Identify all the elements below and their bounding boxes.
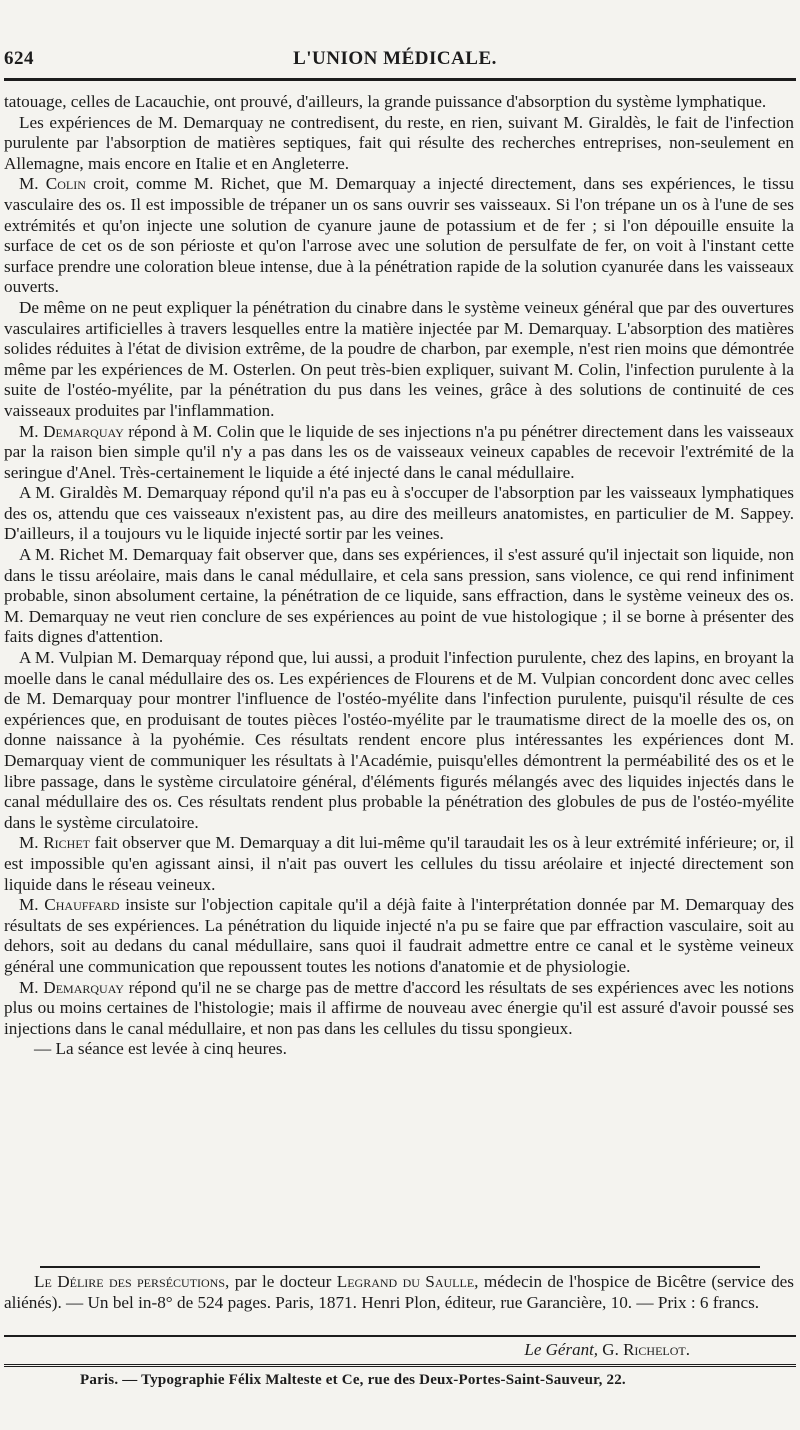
- speaker-name: M. Demarquay: [19, 977, 124, 997]
- speaker-name: M. Chauffard: [19, 895, 120, 915]
- book-notice: [4, 1272, 794, 1313]
- signature-name: G. Richelot.: [598, 1340, 690, 1359]
- paragraph-11: [4, 978, 794, 1040]
- speaker-name: M. Colin: [19, 174, 86, 194]
- paragraph-6: [4, 483, 794, 545]
- speaker-name: M. Demarquay: [19, 421, 124, 441]
- paragraph-text: tatouage, celles de Lacauchie, ont prouvé, d'ailleurs, la grande puissance d'absorption du système lymphatique.: [4, 92, 767, 111]
- article-body: [4, 92, 794, 1060]
- paragraph-text: répond qu'il ne se charge pas de mettre d'accord les résultats de ses expériences avec les notions plus ou moins certaines de l'histologie; mais il affirme de nouveau avec énergie qu'il est assuré d'avoir poussé ses injections dans le canal médullaire, et non pas dans les cellules du tissu spongieux.: [4, 977, 794, 1038]
- paragraph-9: [4, 833, 794, 895]
- book-title: Le Délire des persécutions: [34, 1272, 226, 1291]
- paragraph-7: [4, 545, 794, 648]
- book-details: , médecin de l'hospice de Bicêtre (service des aliénés). — Un bel in-8° de 524 pages. Paris, 1871. Henri Plon, éditeur, rue Garancière, 10. — Prix : 6 francs.: [4, 1272, 794, 1312]
- adjournment-line: — La séance est levée à cinq heures.: [34, 1039, 287, 1059]
- signature-label: Le Gérant,: [524, 1340, 599, 1359]
- book-by: , par le docteur: [225, 1272, 337, 1291]
- paragraph-10: [4, 895, 794, 977]
- page-number: 624: [4, 48, 34, 69]
- paragraph-text: insiste sur l'objection capitale qu'il a déjà faite à l'interprétation donnée par M. Demarquay des résultats de ses expériences. La pénétration du liquide injecté n'a pu se faire que par effraction vasculaire, soit au dehors, soit au dedans du canal médullaire, sans quoi il faudrait admettre entre ce canal et le système veineux général une communication que repoussent toutes les notions d'anatomie et de physiologie.: [4, 895, 794, 976]
- book-notice-text: [4, 1272, 794, 1313]
- paragraph-8: [4, 648, 794, 833]
- paragraph-text: Les expériences de M. Demarquay ne contredisent, du reste, en rien, suivant M. Giraldès, le fait de l'infection purulente par l'absorption de matières septiques, fait qui résulte des recherches entreprises, non-seulement en Allemagne, mais encore en Italie et en Angleterre.: [4, 112, 794, 173]
- paragraph-text: De même on ne peut expliquer la pénétration du cinabre dans le système veineux général que par des ouvertures vasculaires artificielles à travers lesquelles entre la matière injectée par M. Demarquay. L'absorption des matières solides réduites à l'état de division extrême, de la poudre de charbon, par exemple, n'est rien moins que démontrée même par les expériences de M. Osterlen. On peut très-bien expliquer, suivant M. Colin, l'infection purulente à la suite de l'ostéo-myélite, par la pénétration du pus dans les veines, grâce à des solutions de continuité de ces vaisseaux produites par l'inflammation.: [4, 297, 794, 420]
- footer-rule: [4, 1335, 796, 1337]
- speaker-name: M. Richet: [19, 833, 90, 853]
- paragraph-text: A M. Richet M. Demarquay fait observer que, dans ses expériences, il s'est assuré qu'il injectait son liquide, non dans le tissu aréolaire, mais dans le canal médullaire, et cela sans pression, sans violence, ce qui rend infiniment probable, sinon absolument certaine, la pénétration de ce liquide, sans effraction, dans le système veineux des os. M. Demarquay ne veut rien conclure de ses expériences au point de vue histologique ; il se borne à présenter des faits dignes d'attention.: [4, 545, 794, 647]
- paragraph-text: A M. Giraldès M. Demarquay répond qu'il n'a pas eu à s'occuper de l'absorption par les vaisseaux lymphatiques des os, attendu que ces vaisseaux n'existent pas, au dire des meilleurs anatomistes, en particulier de M. Sappey. D'ailleurs, il a toujours vu le liquide injecté sortir par les veines.: [4, 483, 794, 544]
- signature: [524, 1340, 690, 1360]
- paragraph-text: fait observer que M. Demarquay a dit lui-même qu'il taraudait les os à leur extrémité inférieure; or, il est impossible qu'en agissant ainsi, il n'ait pas ouvert les cellules du tissu aréolaire et injecté directement son liquide dans le réseau veineux.: [4, 833, 794, 894]
- paragraph-text: A M. Vulpian M. Demarquay répond que, lui aussi, a produit l'infection purulente, chez des lapins, en broyant la moelle dans le canal médullaire des os. Les expériences de Flourens et de M. Vulpian concordent donc avec celles de M. Demarquay pour montrer l'influence de l'ostéo-myélite dans l'infection purulente, puisqu'il résulte de ces expériences que, en produisant de toutes pièces l'ostéo-myélite par le traumatisme direct de la moelle des os, on donne naissance à la pyohémie. Ces résultats rendent encore plus intéressantes les expériences dont M. Demarquay vient de communiquer les résultats à l'Académie, puisqu'elles démontrent la perméabilité des os et le libre passage, dans le système circulatoire général, d'éléments figurés mélangés avec des liquides injectés dans le canal médullaire des os. Ces résultats rendent plus probable la pénétration des globules de pus de l'ostéo-myélite dans le système circulatoire.: [4, 648, 794, 832]
- paragraph-text: croit, comme M. Richet, que M. Demarquay a injecté directement, dans ses expériences, le tissu vasculaire des os. Il est impossible de trépaner un os sans ouvrir ses vaisseaux. Si l'on trépane un os à l'une de ses extrémités et qu'on injecte une solution de cyanure jaune de potassium et de fer ; si l'on dépouille ensuite la surface de cet os de son périoste et qu'on l'arrose avec une solution de persulfate de fer, on voit à l'instant cette surface prendre une coloration bleue intense, due à la pénétration rapide de la solution cyanurée dans les vaisseaux ouverts.: [4, 174, 795, 297]
- paragraph-5: [4, 422, 794, 484]
- paragraph-1: [4, 92, 794, 113]
- printer-imprint: Paris. — Typographie Félix Malteste et Ce, rue des Deux-Portes-Saint-Sauveur, 22.: [80, 1372, 626, 1388]
- section-rule: [40, 1266, 760, 1268]
- paragraph-4: [4, 298, 794, 422]
- header-rule: [4, 78, 796, 81]
- book-author: Legrand du Saulle: [336, 1272, 475, 1291]
- journal-title: L'UNION MÉDICALE.: [293, 48, 497, 69]
- imprint-rule: [4, 1364, 796, 1371]
- paragraph-3: [4, 174, 794, 298]
- paragraph-text: répond à M. Colin que le liquide de ses injections n'a pu pénétrer directement dans les vaisseaux par la raison bien simple qu'il n'y a pas dans les os de vaisseaux veineux capables de recevoir l'extrémité de la seringue d'Anel. Très-certainement le liquide a été injecté dans le canal médullaire.: [4, 421, 794, 482]
- paragraph-2: [4, 113, 794, 175]
- page-header: [4, 44, 796, 74]
